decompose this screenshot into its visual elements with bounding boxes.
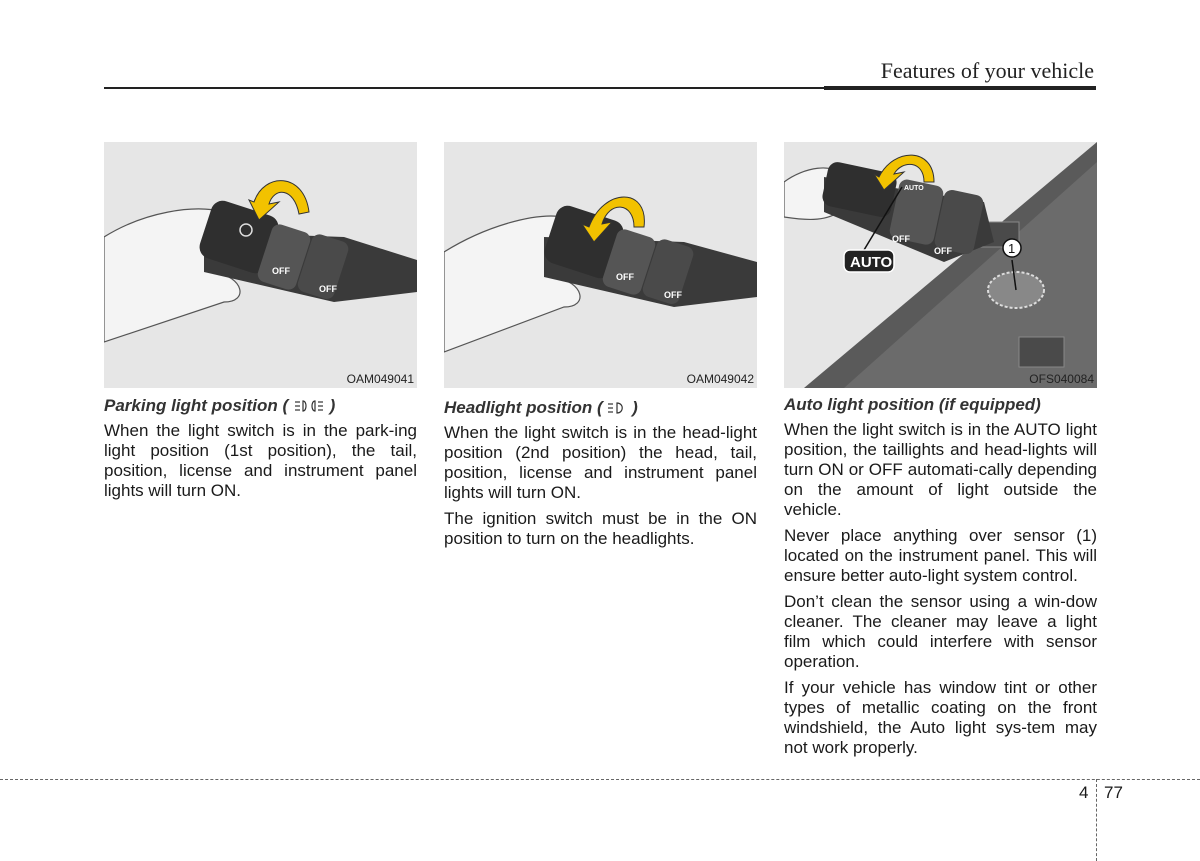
- paragraph: When the light switch is in the head-light position (2nd position) the head, tail, position, license and instrument panel lights will turn ON.: [444, 423, 757, 502]
- paragraph: If your vehicle has window tint or other types of metallic coating on the front windshield, the Auto light sys-tem may not work properly.: [784, 678, 1097, 757]
- figure-headlight: [444, 142, 757, 388]
- paragraph: Don’t clean the sensor using a win-dow cleaner. The cleaner may leave a light film which could interfere with sensor operation.: [784, 592, 1097, 671]
- headlight-icon: [607, 401, 627, 415]
- column-headlight: [444, 398, 757, 555]
- switch-off-label-2: OFF: [934, 246, 952, 256]
- section-heading: [444, 398, 757, 418]
- figure-auto-light: [784, 142, 1097, 388]
- paragraph: The ignition switch must be in the ON position to turn on the headlights.: [444, 509, 757, 548]
- switch-off-label: OFF: [272, 266, 290, 276]
- switch-off-label: OFF: [892, 234, 910, 244]
- page-number: 77: [1104, 783, 1123, 802]
- figure-parking-light: [104, 142, 417, 388]
- sensor-callout-number: 1: [1008, 241, 1016, 256]
- column-parking-light: [104, 396, 417, 507]
- paragraph: When the light switch is in the AUTO light position, the taillights and head-lights will turn ON or OFF automati-cally depending on the amount of light outside the vehicle.: [784, 420, 1097, 519]
- figure-code: OAM049041: [346, 372, 414, 386]
- heading-text: Parking light position (: [104, 396, 289, 415]
- paragraph: When the light switch is in the park-ing light position (1st position), the tail, position, license and instrument panel lights will turn ON.: [104, 421, 417, 500]
- header-title: Features of your vehicle: [880, 58, 1094, 83]
- auto-light-illustration: [784, 142, 1097, 388]
- heading-text: Headlight position (: [444, 398, 603, 417]
- parking-light-icon: [293, 399, 325, 413]
- switch-off-label: OFF: [616, 272, 634, 282]
- switch-auto-small-label: AUTO: [904, 185, 924, 192]
- column-auto-light: [784, 395, 1097, 764]
- section-number: 4: [1079, 783, 1089, 802]
- footer-dashed-rule: [0, 779, 1200, 780]
- figure-code: OAM049042: [686, 372, 754, 386]
- auto-callout-label: AUTO: [850, 254, 893, 271]
- headlight-switch-illustration: [444, 142, 757, 388]
- heading-close: ): [632, 398, 638, 417]
- section-heading: Auto light position (if equipped): [784, 395, 1041, 414]
- parking-switch-illustration: [104, 142, 417, 388]
- figure-code: OFS040084: [1029, 372, 1094, 386]
- paragraph: Never place anything over sensor (1) located on the instrument panel. This will ensure better auto-light system control.: [784, 526, 1097, 585]
- heading-close: ): [329, 396, 336, 415]
- switch-off-label-2: OFF: [319, 284, 337, 294]
- header-rule-accent: [824, 86, 1096, 90]
- switch-off-label-2: OFF: [664, 290, 682, 300]
- section-heading: [104, 396, 417, 416]
- footer-dashed-divider: [1096, 779, 1097, 861]
